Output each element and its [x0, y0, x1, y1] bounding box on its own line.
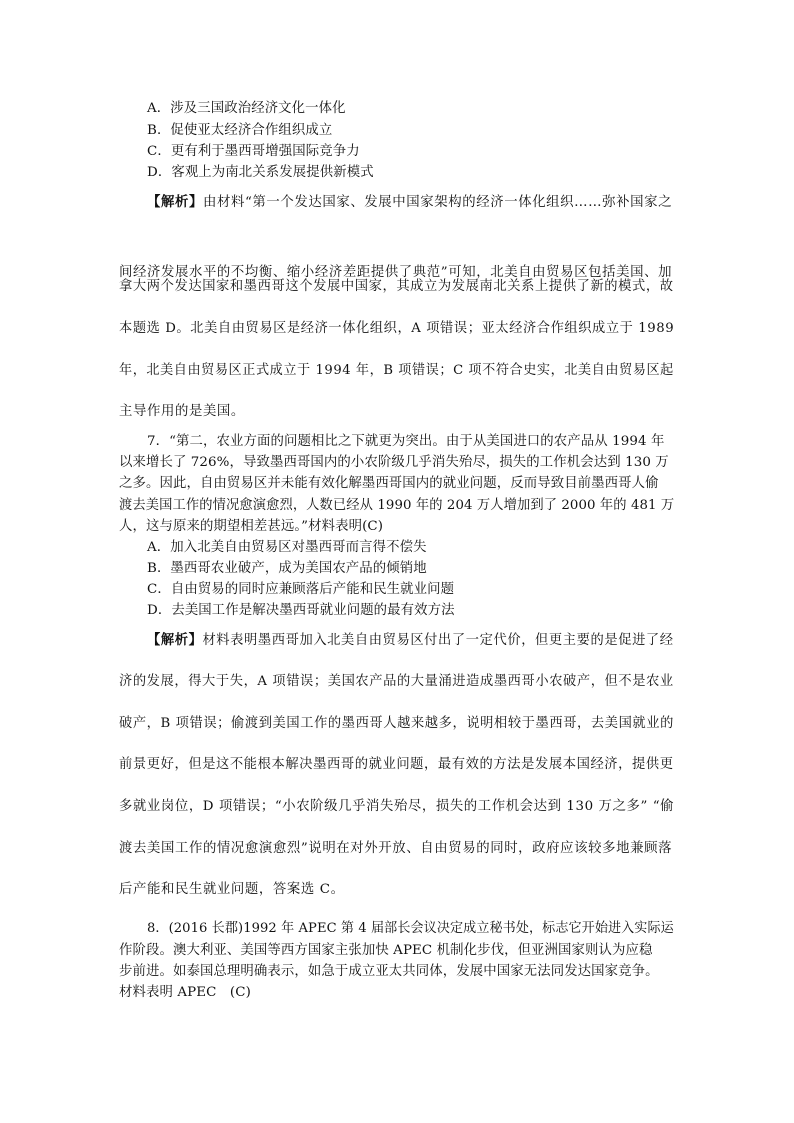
q7-analysis-line-7: 后产能和民生就业问题，答案选 C。	[119, 882, 345, 897]
q7-analysis-line-5: 多就业岗位，D 项错误；“小农阶级几乎消失殆尽，损失的工作机会达到 130 万之多” “偷	[119, 799, 675, 814]
q8-stem-line-1: 8．(2016 长郡)1992 年 APEC 第 4 届部长会议决定成立秘书处，标志它开始进入实际运	[147, 921, 674, 936]
q6-option-d: D．客观上为南北关系发展提供新模式	[147, 165, 374, 180]
q6-analysis-line-3: 拿大两个发达国家和墨西哥这个发展中国家，其成立为发展南北关系上提供了新的模式，故	[119, 279, 674, 294]
q7-option-d: D．去美国工作是解决墨西哥就业问题的最有效方法	[147, 603, 455, 618]
q6-analysis-text-1: 由材料“第一个发达国家、发展中国家架构的经济一体化组织……弥补国家之	[202, 195, 673, 210]
q7-stem-line-2: 以来增长了 726%，导致墨西哥国内的小农阶级几乎消失殆尽，损失的工作机会达到 130 万	[119, 455, 669, 470]
q7-analysis-line-4: 前景更好，但是这不能根本解决墨西哥的就业问题，最有效的方法是发展本国经济，提供更	[119, 757, 674, 772]
q7-stem-line-1: 7．“第二，农业方面的问题相比之下就更为突出。由于从美国进口的农产品从 1994 年	[147, 434, 665, 449]
q8-stem-line-2: 作阶段。澳大利亚、美国等西方国家主张加快 APEC 机制化步伐，但亚洲国家则认为应稳	[119, 943, 653, 958]
q7-stem-line-3: 之多。因此，自由贸易区并未能有效化解墨西哥国内的就业问题，反而导致目前墨西哥人偷	[119, 476, 659, 491]
q8-stem-line-3: 步前进。如泰国总理明确表示，如急于成立亚太共同体，发展中国家无法同发达国家竞争。	[119, 964, 659, 979]
q7-option-a: A．加入北美自由贸易区对墨西哥而言得不偿失	[147, 540, 427, 555]
q7-option-b: B．墨西哥农业破产，成为美国农产品的倾销地	[147, 561, 427, 576]
q6-analysis-line-5: 年，北美自由贸易区正式成立于 1994 年，B 项错误；C 项不符合史实，北美自由贸易区起	[119, 363, 674, 378]
q7-stem-line-5: 人，这与原来的期望相差甚远。”材料表明(C)	[119, 519, 384, 534]
analysis-tag: 【解析】	[147, 632, 203, 648]
q6-option-c: C．更有利于墨西哥增强国际竞争力	[147, 144, 360, 159]
q7-analysis-text-1: 材料表明墨西哥加入北美自由贸易区付出了一定代价，但更主要的是促进了经	[202, 633, 674, 648]
q7-analysis-line-3: 破产，B 项错误；偷渡到美国工作的墨西哥人越来越多，说明相较于墨西哥，去美国就业的	[119, 716, 674, 731]
q6-analysis-line-1	[147, 191, 672, 210]
q8-stem-line-4: 材料表明 APEC (C)	[119, 985, 251, 1000]
analysis-tag: 【解析】	[147, 194, 203, 210]
q7-analysis-line-1	[147, 629, 674, 648]
q6-option-b: B．促使亚太经济合作组织成立	[147, 123, 333, 138]
q7-analysis-line-2: 济的发展，得大于失，A 项错误；美国农产品的大量涌进造成墨西哥小农破产，但不是农业	[119, 674, 674, 689]
q6-analysis-line-2: 间经济发展水平的不均衡、缩小经济差距提供了典范”可知，北美自由贸易区包括美国、加	[119, 265, 673, 280]
q7-stem-line-4: 渡去美国工作的情况愈演愈烈，人数已经从 1990 年的 204 万人增加到了 2000 年的 481 万	[119, 498, 675, 513]
q6-analysis-line-6: 主导作用的是美国。	[119, 404, 245, 419]
q6-option-a: A．涉及三国政治经济文化一体化	[147, 101, 346, 116]
q6-analysis-line-4: 本题选 D。北美自由贸易区是经济一体化组织，A 项错误；亚太经济合作组织成立于 1989	[119, 321, 675, 336]
q7-analysis-line-6: 渡去美国工作的情况愈演愈烈”说明在对外开放、自由贸易的同时，政府应该较多地兼顾落	[119, 841, 673, 856]
q7-option-c: C．自由贸易的同时应兼顾落后产能和民生就业问题	[147, 582, 455, 597]
